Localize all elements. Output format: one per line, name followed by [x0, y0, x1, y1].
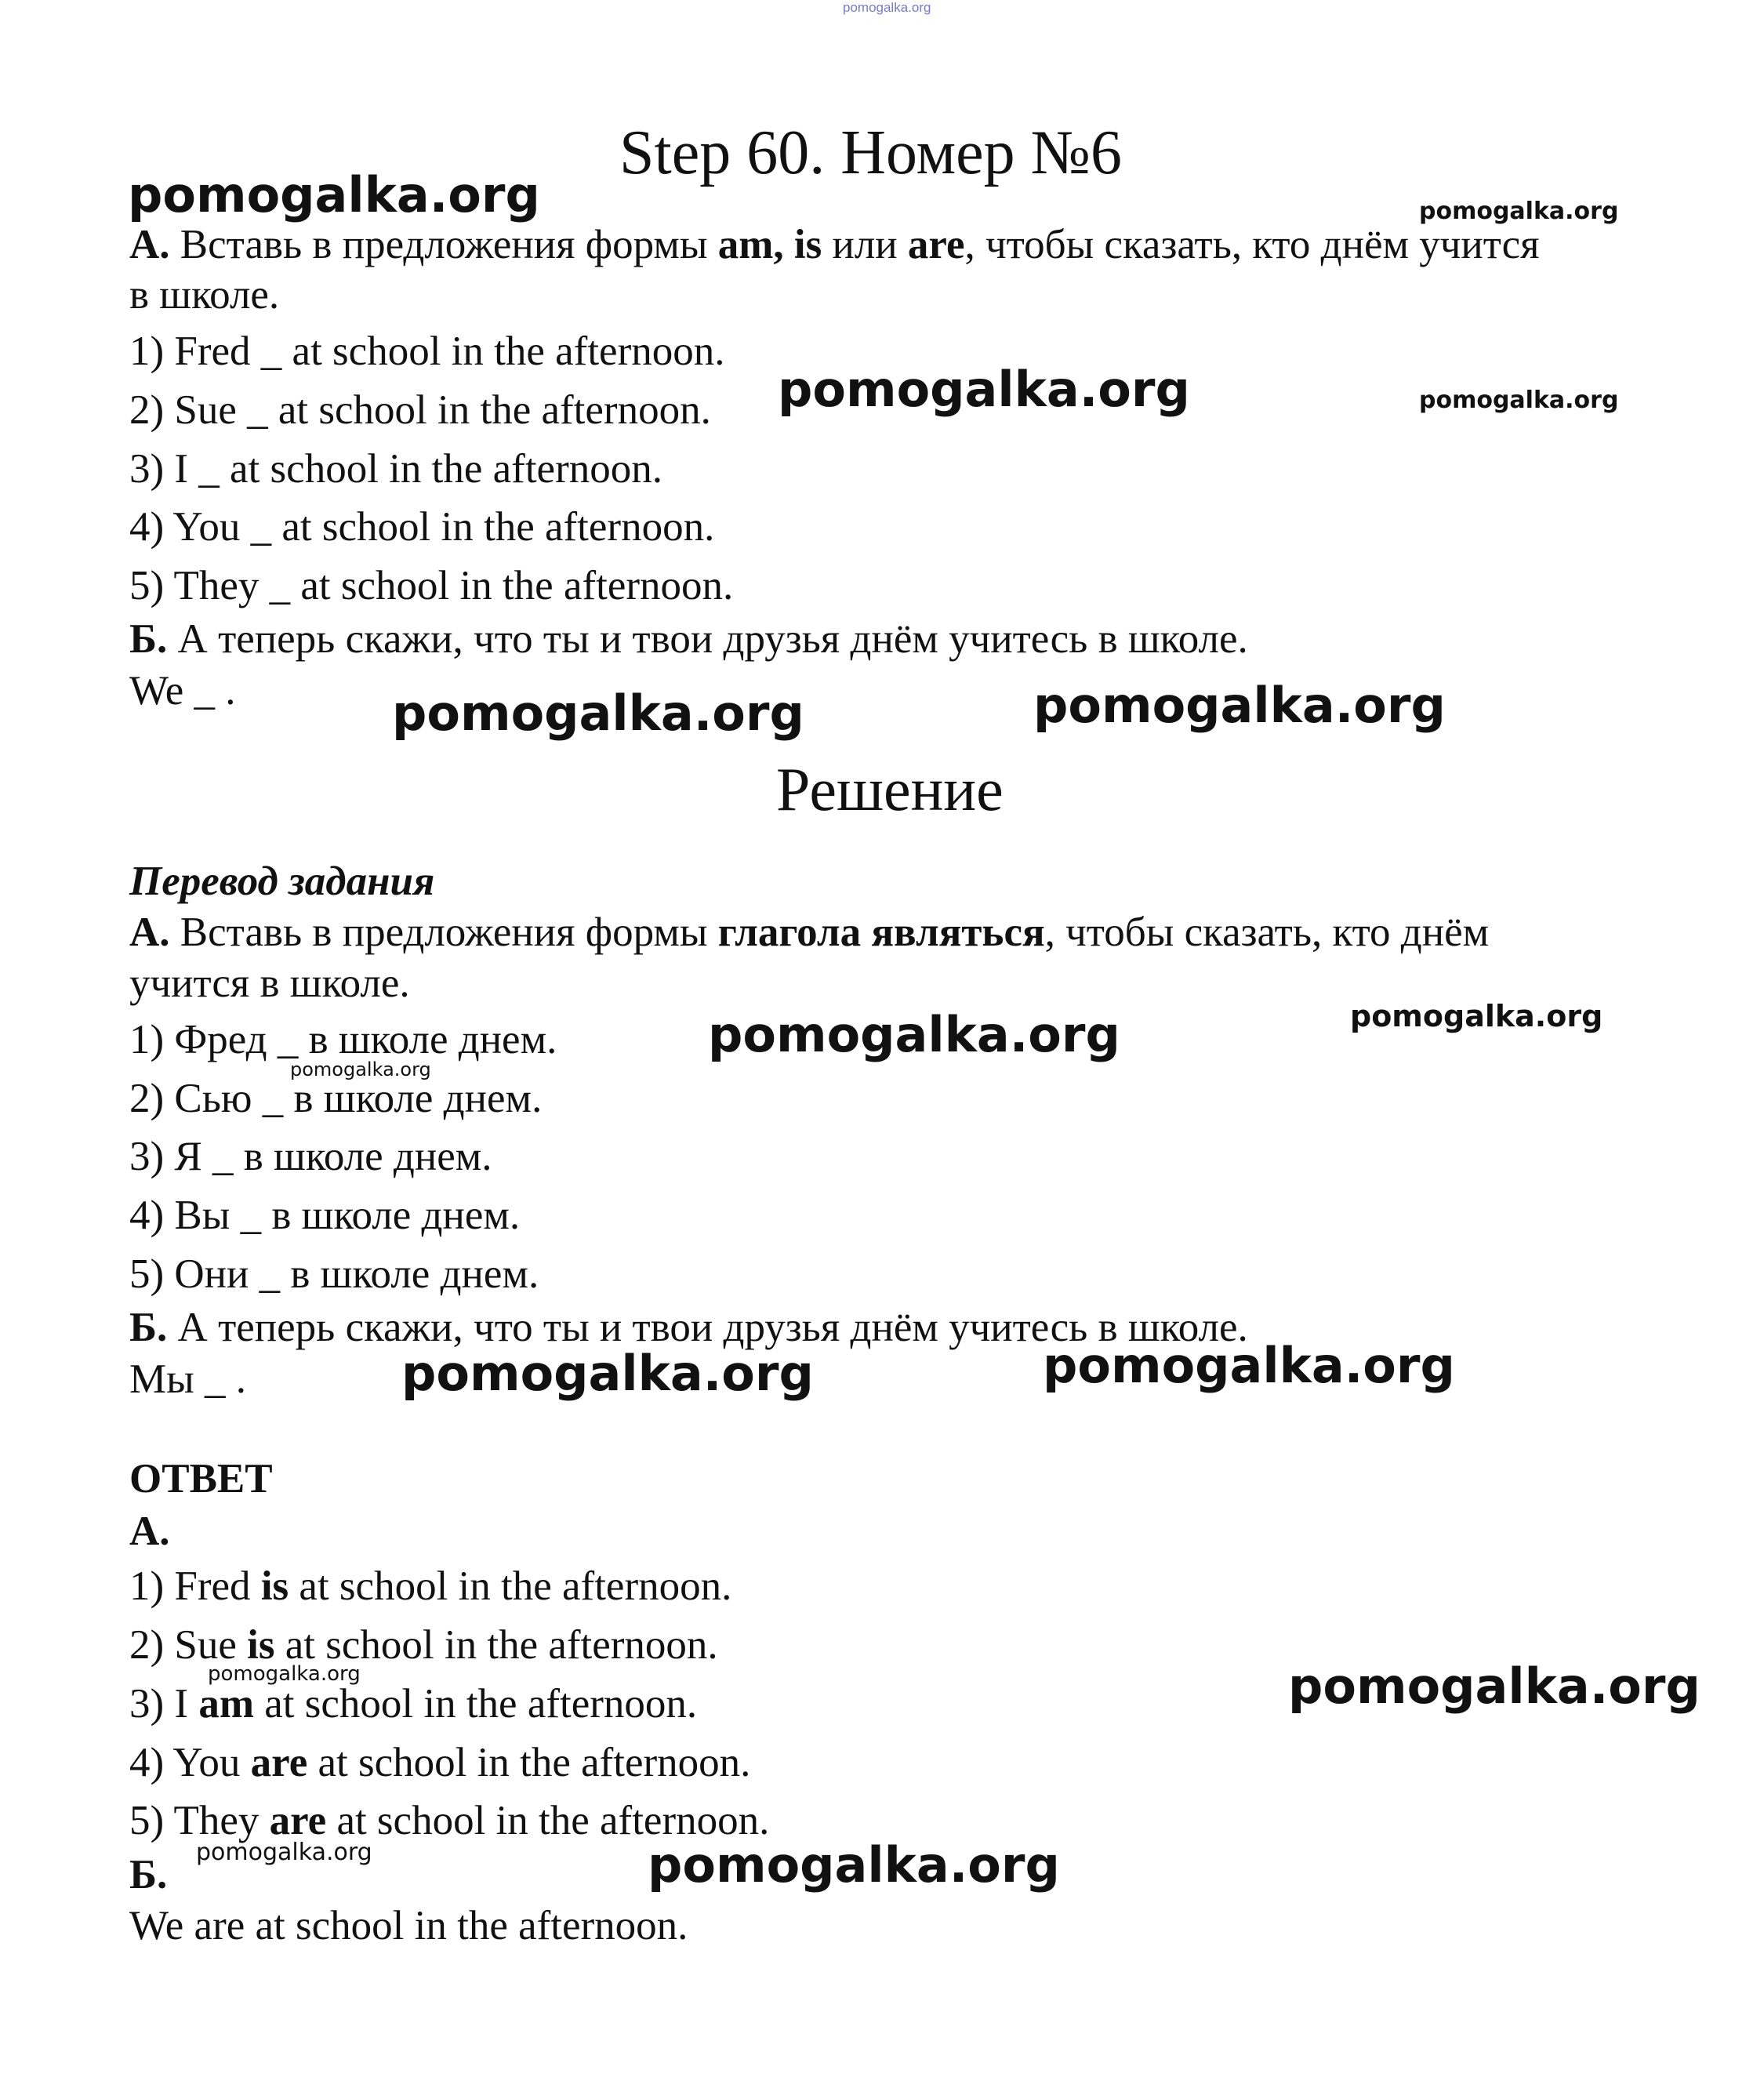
watermark: pomogalka.org	[290, 1058, 431, 1080]
task-a-text: или	[822, 222, 908, 267]
translation-item: 1) Фред _ в школе днем.	[129, 1017, 557, 1062]
translation-item: 2) Сью _ в школе днем.	[129, 1076, 543, 1121]
watermark: pomogalka.org	[401, 1345, 814, 1402]
translation-b-label: Б.	[129, 1305, 168, 1350]
answer-item-text: 5) They	[129, 1798, 270, 1843]
task-item: 5) They _ at school in the afternoon.	[129, 563, 734, 608]
task-b-line	[129, 616, 1248, 662]
task-a-label: А.	[129, 222, 170, 267]
answer-heading: ОТВЕТ	[129, 1456, 273, 1501]
translation-a-text: , чтобы сказать, кто днём	[1044, 910, 1490, 955]
answer-item-text: 2) Sue	[129, 1622, 248, 1668]
answer-b-label: Б.	[129, 1852, 168, 1897]
answer-item-verb: am	[198, 1681, 254, 1727]
answer-item-text: at school in the afternoon.	[289, 1563, 732, 1609]
answer-item-verb: is	[260, 1563, 289, 1609]
answer-item-verb: are	[250, 1740, 308, 1785]
translation-a-line	[129, 912, 1489, 953]
watermark: pomogalka.org	[196, 1839, 372, 1866]
watermark: pomogalka.org	[392, 684, 804, 742]
task-a-bold: are	[907, 222, 965, 267]
translation-b-answer: Мы _ .	[129, 1356, 246, 1402]
answer-a-label: А.	[129, 1509, 170, 1554]
answer-item-verb: is	[247, 1622, 275, 1668]
translation-item: 5) Они _ в школе днем.	[129, 1251, 539, 1297]
translation-item: 4) Вы _ в школе днем.	[129, 1193, 521, 1238]
answer-item-text: at school in the afternoon.	[326, 1798, 770, 1843]
task-item: 4) You _ at school in the afternoon.	[129, 504, 715, 550]
task-a-text: , чтобы сказать, кто днём учится	[964, 222, 1540, 267]
answer-item-text: at school in the afternoon.	[307, 1740, 751, 1785]
answer-b-text: We are at school in the afternoon.	[129, 1903, 688, 1948]
answer-item-verb: are	[269, 1798, 327, 1843]
task-b-answer: We _ .	[129, 668, 236, 714]
answer-item	[129, 1683, 697, 1725]
answer-item-text: 4) You	[129, 1740, 251, 1785]
task-a-continuation: в школе.	[129, 272, 280, 318]
answer-item	[129, 1563, 732, 1609]
watermark: pomogalka.org	[1033, 677, 1446, 734]
task-a-text: Вставь в предложения формы	[169, 222, 718, 267]
watermark: pomogalka.org	[1043, 1337, 1455, 1394]
task-b-text: А теперь скажи, что ты и твои друзья днём учитесь в школе.	[167, 616, 1248, 662]
task-item: 1) Fred _ at school in the afternoon.	[129, 329, 725, 374]
watermark: pomogalka.org	[648, 1836, 1060, 1894]
answer-item-text: 3) I	[129, 1681, 199, 1727]
answer-item	[129, 1622, 718, 1668]
watermark: pomogalka.org	[708, 1006, 1120, 1063]
translation-a-label: А.	[129, 910, 170, 955]
watermark: pomogalka.org	[1419, 198, 1619, 225]
answer-item-text: 1) Fred	[129, 1563, 261, 1609]
page-title: Step 60. Номер №6	[619, 118, 1122, 187]
watermark: pomogalka.org	[778, 361, 1190, 418]
watermark: pomogalka.org	[1419, 387, 1619, 414]
translation-b-text: А теперь скажи, что ты и твои друзья днём учитесь в школе.	[167, 1305, 1248, 1350]
translation-item: 3) Я _ в школе днем.	[129, 1134, 492, 1179]
answer-item	[129, 1742, 750, 1784]
task-a-bold: am, is	[717, 222, 822, 267]
solution-heading: Решение	[776, 755, 1004, 823]
task-item: 3) I _ at school in the afternoon.	[129, 446, 662, 492]
translation-a-bold: глагола являться	[717, 910, 1045, 955]
answer-item-text: at school in the afternoon.	[253, 1681, 698, 1727]
translation-heading: Перевод задания	[129, 859, 435, 904]
watermark: pomogalka.org	[208, 1662, 361, 1686]
task-a-line	[129, 224, 1540, 266]
task-item: 2) Sue _ at school in the afternoon.	[129, 387, 711, 433]
watermark: pomogalka.org	[1288, 1658, 1700, 1715]
task-b-label: Б.	[129, 616, 168, 662]
translation-a-text: Вставь в предложения формы	[169, 910, 718, 955]
watermark: pomogalka.org	[128, 166, 540, 223]
translation-a-continuation: учится в школе.	[129, 960, 410, 1006]
answer-item-text: at school in the afternoon.	[274, 1622, 718, 1668]
top-watermark: pomogalka.org	[843, 0, 931, 15]
watermark: pomogalka.org	[1350, 999, 1603, 1033]
